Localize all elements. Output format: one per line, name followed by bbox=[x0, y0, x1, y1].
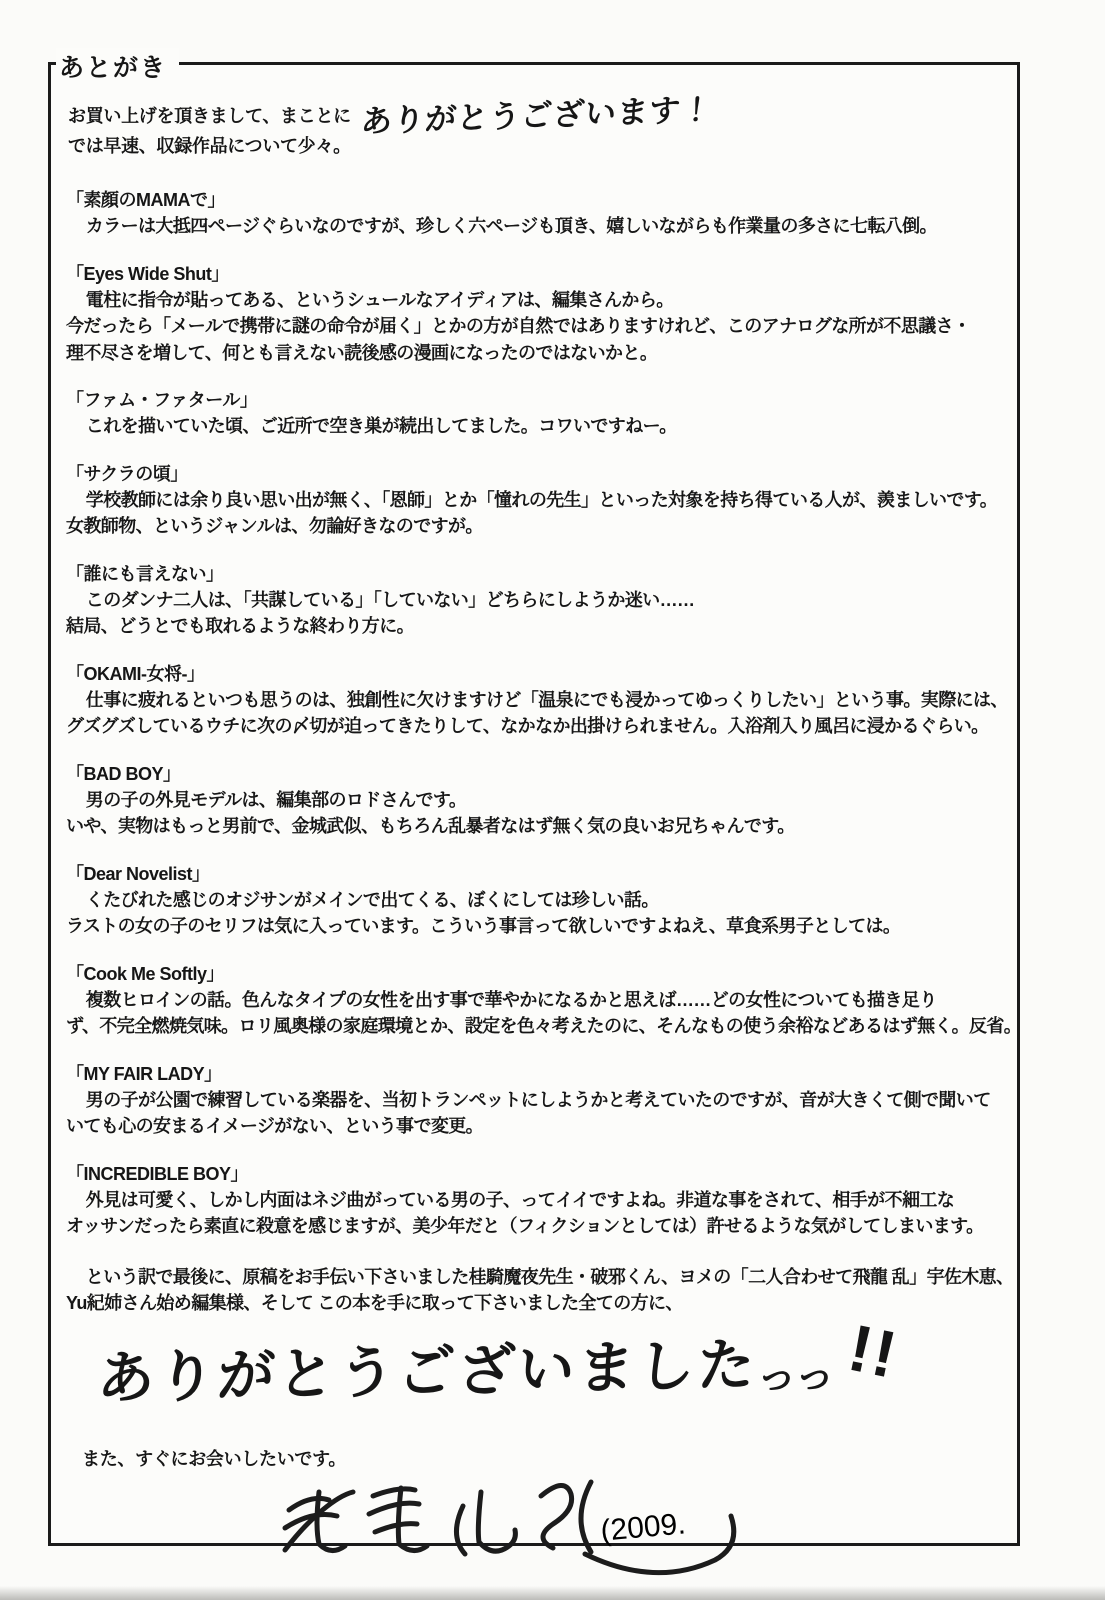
handwritten-thanks-inline: ありがとうございます！ bbox=[359, 91, 715, 140]
closing-line-2: Yu紀姉さん始め編集様、そして この本を手に取って下さいました全ての方に、 bbox=[66, 1293, 683, 1313]
afterword-frame bbox=[48, 54, 1022, 1546]
story-note-section bbox=[66, 961, 1022, 1040]
section-body-line: グズグズしているウチに次の〆切が迫ってきたりして、なかなか出掛けられません。入浴剤入り風呂に浸かるぐらい。 bbox=[66, 716, 989, 736]
story-note-section bbox=[66, 1161, 1003, 1240]
section-body-line: これを描いていた頃、ご近所で空き巣が続出してました。コワいですねー。 bbox=[85, 416, 677, 436]
section-body-line: 複数ヒロインの話。色んなタイプの女性を出す事で華やかになるかと思えば……どの女性についても描き足り bbox=[85, 989, 937, 1010]
story-note-section bbox=[66, 561, 1003, 640]
section-title: 「INCREDIBLE BOY」 bbox=[66, 1163, 249, 1184]
story-note-section bbox=[66, 461, 1003, 540]
closing-paragraph bbox=[66, 1264, 1014, 1317]
big-thanks-small-kana: っっ bbox=[754, 1353, 836, 1399]
section-body-line: いても心の安まるイメージがない、という事で変更。 bbox=[66, 1116, 484, 1136]
section-title: 「Cook Me Softly」 bbox=[66, 963, 225, 984]
section-body-line: 学校教師には余り良い思い出が無く、「恩師」とか「憧れの先生」といった対象を持ち得ている人が、羨ましいです。 bbox=[85, 489, 998, 510]
section-body-line: くたびれた感じのオジサンがメインで出てくる、ぼくにしては珍しい話。 bbox=[85, 889, 659, 910]
section-title: 「Dear Novelist」 bbox=[66, 863, 210, 884]
section-body-line: 理不尽さを増して、何とも言えない読後感の漫画になったのではないかと。 bbox=[66, 342, 658, 363]
section-body-line: 男の子が公園で練習している楽器を、当初トランペットにしようかと考えていたのですが、音が大きくて側で聞いて bbox=[85, 1089, 991, 1110]
section-title: 「ファム・ファタール」 bbox=[66, 390, 258, 410]
farewell-line: また、すぐにお会いしたいです。 bbox=[82, 1448, 347, 1469]
story-note-section bbox=[66, 387, 1003, 440]
section-title: 「素顔のMAMAで」 bbox=[66, 190, 225, 210]
section-title: 「OKAMI-女将-」 bbox=[66, 663, 205, 684]
intro-paragraph bbox=[68, 91, 1003, 161]
intro-line-1 bbox=[68, 91, 1003, 140]
story-note-section bbox=[66, 861, 1003, 940]
section-title: 「Eyes Wide Shut」 bbox=[66, 263, 229, 284]
section-body-line: 女教師物、というジャンルは、勿論好きなのですが。 bbox=[66, 516, 483, 536]
story-note-section bbox=[66, 1061, 1003, 1140]
section-body-line: 男の子の外見モデルは、編集部のロドさんです。 bbox=[85, 789, 467, 810]
section-body-line: ラストの女の子のセリフは気に入っています。こういう事言って欲しいですよねえ、草食系男子としては。 bbox=[66, 916, 901, 936]
big-thanks-main-text: ありがとうございました bbox=[95, 1332, 760, 1411]
section-title: 「サクラの頃」 bbox=[66, 463, 188, 484]
section-title: 「誰にも言えない」 bbox=[66, 563, 224, 584]
scan-edge-shadow bbox=[0, 1586, 1105, 1600]
section-body-line: 仕事に疲れるといつも思うのは、独創性に欠けますけど「温泉にでも浸かってゆっくりしたい」という事。実際には、 bbox=[85, 689, 1008, 710]
section-body-line: このダンナ二人は、「共謀している」「していない」どちらにしようか迷い…… bbox=[85, 589, 695, 610]
artist-signature bbox=[255, 1462, 815, 1592]
intro-line-1-text: お買い上げを頂きまして、まことに bbox=[68, 106, 351, 126]
signature-year: (2009. bbox=[599, 1507, 687, 1548]
section-body-line: 外見は可愛く、しかし内面はネジ曲がっている男の子、ってイイですよね。非道な事をされて、相手が不細工な bbox=[85, 1189, 955, 1210]
section-body-line: ず、不完全燃焼気味。ロリ風奥様の家庭環境とか、設定を色々考えたのに、そんなもの使う余裕などあるはず無く。反省。 bbox=[66, 1016, 1022, 1036]
story-note-section bbox=[66, 661, 1008, 740]
handwritten-big-thanks bbox=[95, 1309, 1004, 1415]
section-body-line: カラーは大抵四ページぐらいなのですが、珍しく六ページも頂き、嬉しいながらも作業量の多さに七転八倒。 bbox=[85, 216, 937, 236]
signature-scribble-icon bbox=[255, 1462, 815, 1592]
closing-line-1: という訳で最後に、原稿をお手伝い下さいました桂騎魔夜先生・破邪くん、ヨメの「二人合わせて飛龍 乱」宇佐木恵、 bbox=[85, 1266, 1014, 1287]
section-body-line: 今だったら「メールで携帯に謎の命令が届く」とかの方が自然ではありますけれど、このアナログな所が不思議さ・ bbox=[66, 316, 971, 336]
story-note-section bbox=[66, 261, 1003, 367]
story-note-section bbox=[66, 761, 1003, 840]
story-note-section bbox=[66, 187, 1003, 240]
intro-line-2: では早速、収録作品について少々。 bbox=[68, 136, 351, 156]
section-body-line: 電柱に指令が貼ってある、というシュールなアイディアは、編集さんから。 bbox=[85, 289, 674, 310]
section-title: 「MY FAIR LADY」 bbox=[66, 1063, 222, 1084]
afterword-frame-label: あとがき bbox=[56, 48, 179, 84]
story-notes-list bbox=[64, 187, 1022, 1240]
section-body-line: オッサンだったら素直に殺意を感じますが、美少年だと（フィクションとしては）許せるような気がしてしまいます。 bbox=[66, 1216, 984, 1236]
section-body-line: いや、実物はもっと男前で、金城武似、もちろん乱暴者なはず無く気の良いお兄ちゃんです。 bbox=[66, 816, 795, 836]
section-body-line: 結局、どうとでも取れるような終わり方に。 bbox=[66, 616, 414, 636]
big-thanks-exclamation: !! bbox=[842, 1309, 905, 1392]
section-title: 「BAD BOY」 bbox=[66, 763, 181, 784]
